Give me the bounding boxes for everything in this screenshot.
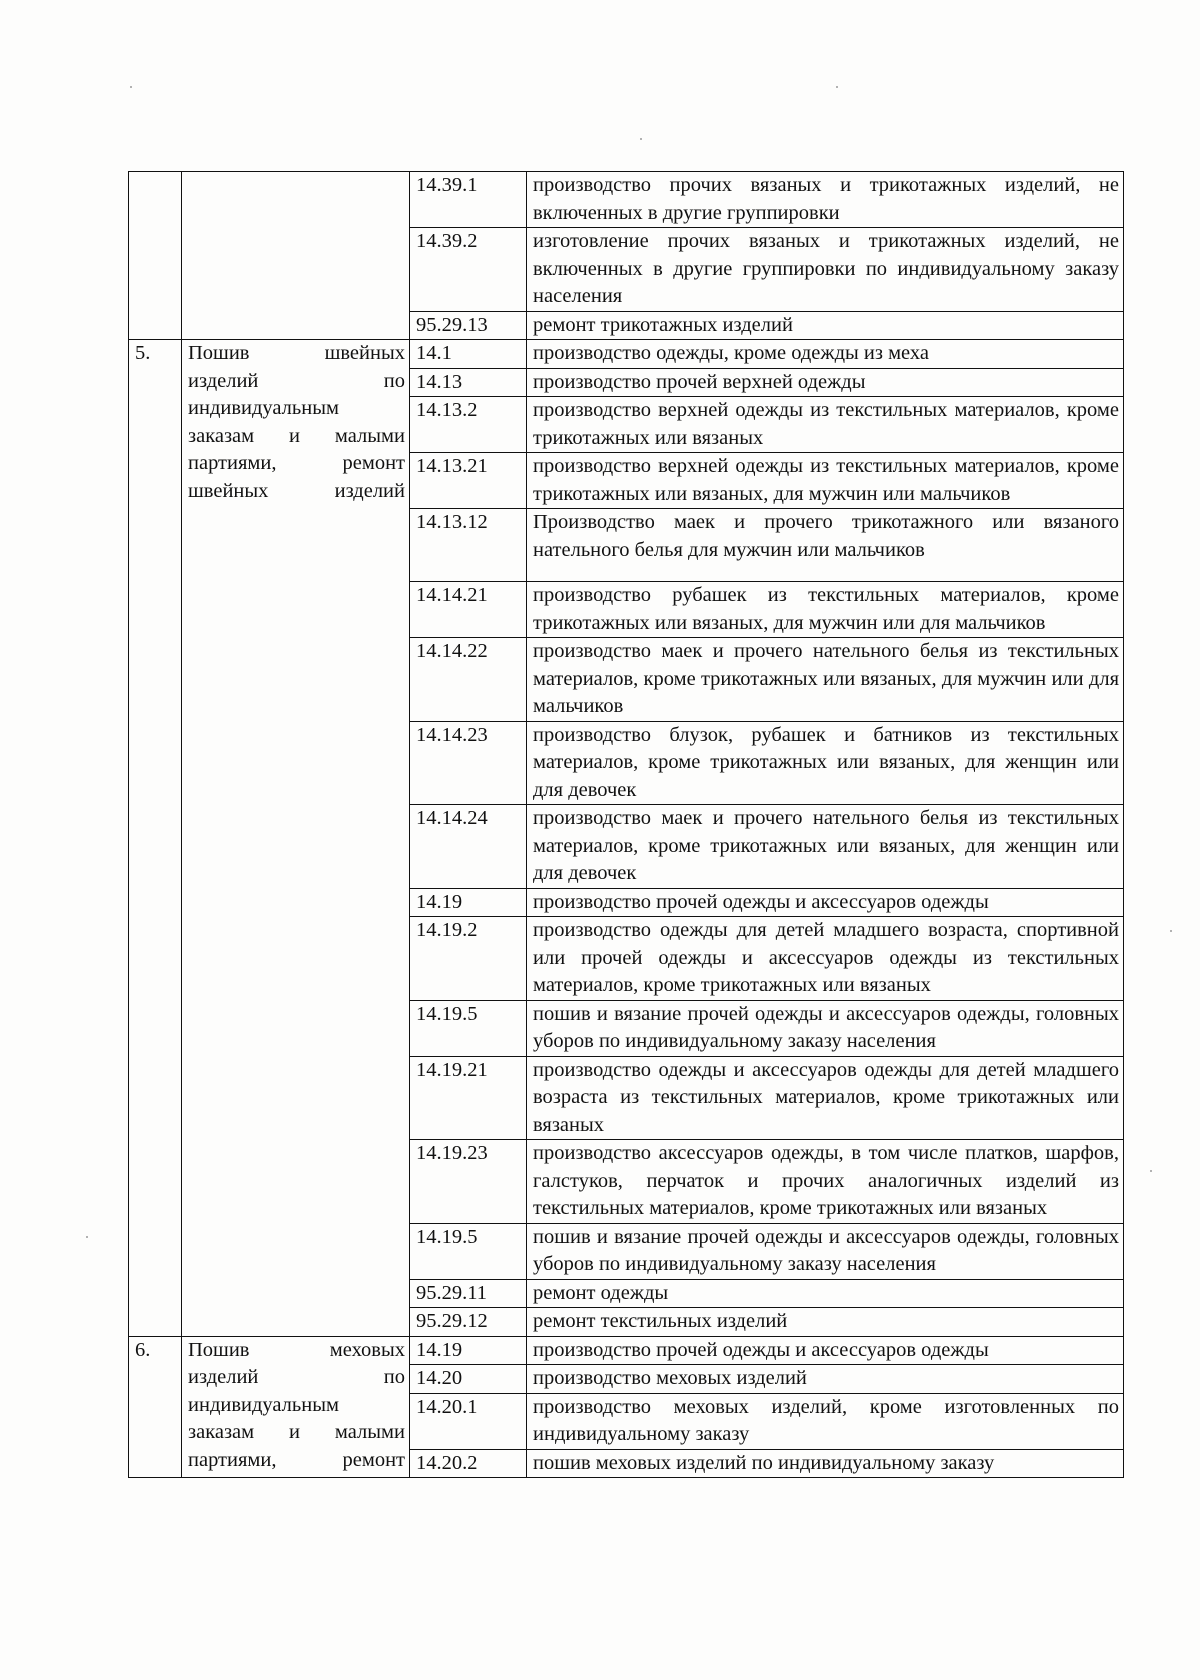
- okved-code: 14.14.22: [410, 638, 527, 722]
- okved-description: производство верхней одежды из текстильных материалов, кроме трикотажных или вязаных, для мужчин или мальчиков: [527, 453, 1124, 509]
- okved-code: 14.19.2: [410, 917, 527, 1001]
- okved-description: производство одежды и аксессуаров одежды для детей младшего возраста из текстильных материалов, кроме трикотажных или вязаных: [527, 1056, 1124, 1140]
- okved-description: пошив и вязание прочей одежды и аксессуаров одежды, головных уборов по индивидуальному заказу населения: [527, 1000, 1124, 1056]
- okved-code: 14.13.21: [410, 453, 527, 509]
- okved-code: 14.39.2: [410, 228, 527, 312]
- okved-description: производство прочей верхней одежды: [527, 368, 1124, 397]
- okved-code: 14.13.2: [410, 397, 527, 453]
- activity-name: Пошив швейных изделий по индивидуальным заказам и малыми партиями, ремонт швейных изделий: [182, 340, 410, 1337]
- scan-speck: [130, 86, 132, 88]
- okved-code: 14.14.23: [410, 721, 527, 805]
- okved-description: производство маек и прочего нательного белья из текстильных материалов, кроме трикотажных или вязаных, для мужчин или для мальчиков: [527, 638, 1124, 722]
- okved-code: 14.19: [410, 888, 527, 917]
- okved-description: производство маек и прочего нательного белья из текстильных материалов, кроме трикотажных или вязаных, для женщин или для девочек: [527, 805, 1124, 889]
- okved-description: производство прочей одежды и аксессуаров одежды: [527, 1336, 1124, 1365]
- okved-description: Производство маек и прочего трикотажного или вязаного нательного белья для мужчин или мальчиков: [527, 509, 1124, 582]
- activity-name: Пошив меховых изделий по индивидуальным заказам и малыми партиями, ремонт: [182, 1336, 410, 1478]
- okved-code: 14.19.5: [410, 1223, 527, 1279]
- table-row: [129, 340, 1124, 369]
- scan-speck: [1170, 930, 1172, 932]
- okved-description: производство аксессуаров одежды, в том числе платков, шарфов, галстуков, перчаток и прочих аналогичных изделий из текстильных материалов, кроме трикотажных или вязаных: [527, 1140, 1124, 1224]
- okved-description: ремонт одежды: [527, 1279, 1124, 1308]
- okved-code: 14.20: [410, 1365, 527, 1394]
- okved-code: 95.29.11: [410, 1279, 527, 1308]
- okved-code: 14.13: [410, 368, 527, 397]
- okved-code: 14.19.21: [410, 1056, 527, 1140]
- okved-description: производство меховых изделий: [527, 1365, 1124, 1394]
- okved-code: 14.20.2: [410, 1449, 527, 1478]
- okved-description: производство меховых изделий, кроме изготовленных по индивидуальному заказу: [527, 1393, 1124, 1449]
- scan-speck: [1150, 1170, 1152, 1172]
- okved-code: 95.29.12: [410, 1308, 527, 1337]
- scan-speck: [836, 86, 838, 88]
- item-number: 5.: [129, 340, 182, 1337]
- okved-description: производство одежды для детей младшего возраста, спортивной или прочей одежды и аксессуаров одежды из текстильных материалов, кроме трикотажных или вязаных: [527, 917, 1124, 1001]
- okved-code: 14.13.12: [410, 509, 527, 582]
- okved-code: 14.20.1: [410, 1393, 527, 1449]
- scan-speck: [86, 1236, 88, 1238]
- scan-speck: [640, 138, 642, 140]
- okved-code: 14.1: [410, 340, 527, 369]
- okved-description: производство рубашек из текстильных материалов, кроме трикотажных или вязаных, для мужчин или для мальчиков: [527, 582, 1124, 638]
- item-number: 6.: [129, 1336, 182, 1478]
- activity-name: [182, 172, 410, 340]
- okved-description: пошив и вязание прочей одежды и аксессуаров одежды, головных уборов по индивидуальному заказу населения: [527, 1223, 1124, 1279]
- item-number: [129, 172, 182, 340]
- table-body: [129, 172, 1124, 1478]
- okved-description: изготовление прочих вязаных и трикотажных изделий, не включенных в другие группировки по индивидуальному заказу населения: [527, 228, 1124, 312]
- okved-code: 14.14.21: [410, 582, 527, 638]
- okved-code: 95.29.13: [410, 311, 527, 340]
- okved-description: производство верхней одежды из текстильных материалов, кроме трикотажных или вязаных: [527, 397, 1124, 453]
- table-row: [129, 172, 1124, 228]
- okved-code: 14.39.1: [410, 172, 527, 228]
- okved-description: ремонт трикотажных изделий: [527, 311, 1124, 340]
- okved-description: производство прочей одежды и аксессуаров одежды: [527, 888, 1124, 917]
- okved-description: производство прочих вязаных и трикотажных изделий, не включенных в другие группировки: [527, 172, 1124, 228]
- activity-codes-table: [128, 171, 1124, 1478]
- okved-code: 14.19.5: [410, 1000, 527, 1056]
- okved-description: производство блузок, рубашек и батников из текстильных материалов, кроме трикотажных или вязаных, для женщин или для девочек: [527, 721, 1124, 805]
- okved-description: пошив меховых изделий по индивидуальному заказу: [527, 1449, 1124, 1478]
- okved-code: 14.19.23: [410, 1140, 527, 1224]
- okved-code: 14.14.24: [410, 805, 527, 889]
- table-row: [129, 1336, 1124, 1365]
- okved-description: ремонт текстильных изделий: [527, 1308, 1124, 1337]
- okved-description: производство одежды, кроме одежды из меха: [527, 340, 1124, 369]
- okved-code: 14.19: [410, 1336, 527, 1365]
